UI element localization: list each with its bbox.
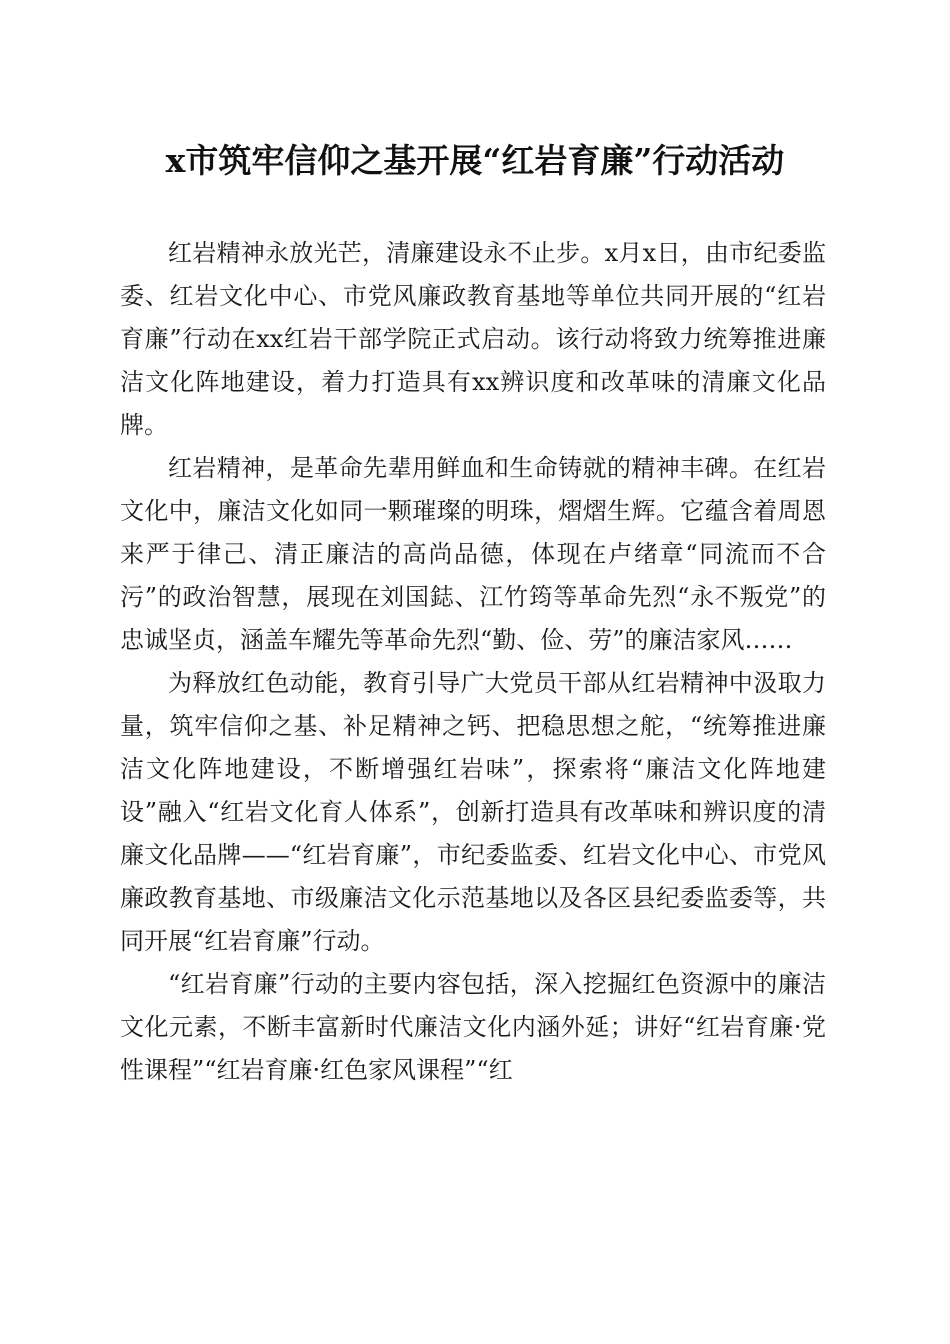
paragraph-2: 红岩精神，是革命先辈用鲜血和生命铸就的精神丰碑。在红岩文化中，廉洁文化如同一颗璀璨的明珠，熠熠生辉。它蕴含着周恩来严于律己、清正廉洁的高尚品德，体现在卢绪章“同流而不合污”的政治智慧，展现在刘国鋕、江竹筠等革命先烈“永不叛党”的忠诚坚贞，涵盖车耀先等革命先烈“勤、俭、劳”的廉洁家风…… (120, 454, 826, 654)
document-body (120, 232, 826, 1092)
document-title: x市筑牢信仰之基开展“红岩育廉”行动活动 (165, 141, 785, 180)
paragraph-3: 为释放红色动能，教育引导广大党员干部从红岩精神中汲取力量，筑牢信仰之基、补足精神之钙、把稳思想之舵，“统筹推进廉洁文化阵地建设，不断增强红岩味”，探索将“廉洁文化阵地建设”融入“红岩文化育人体系”，创新打造具有改革味和辨识度的清廉文化品牌——“红岩育廉”，市纪委监委、红岩文化中心、市党风廉政教育基地、市级廉洁文化示范基地以及各区县纪委监委等，共同开展“红岩育廉”行动。 (120, 669, 826, 955)
paragraph-1: 红岩精神永放光芒，清廉建设永不止步。x月x日，由市纪委监委、红岩文化中心、市党风廉政教育基地等单位共同开展的“红岩育廉”行动在xx红岩干部学院正式启动。该行动将致力统筹推进廉洁文化阵地建设，着力打造具有xx辨识度和改革味的清廉文化品牌。 (120, 239, 826, 439)
paragraph-4: “红岩育廉”行动的主要内容包括，深入挖掘红色资源中的廉洁文化元素，不断丰富新时代廉洁文化内涵外延；讲好“红岩育廉·党性课程”“红岩育廉·红色家风课程”“红 (120, 970, 826, 1084)
